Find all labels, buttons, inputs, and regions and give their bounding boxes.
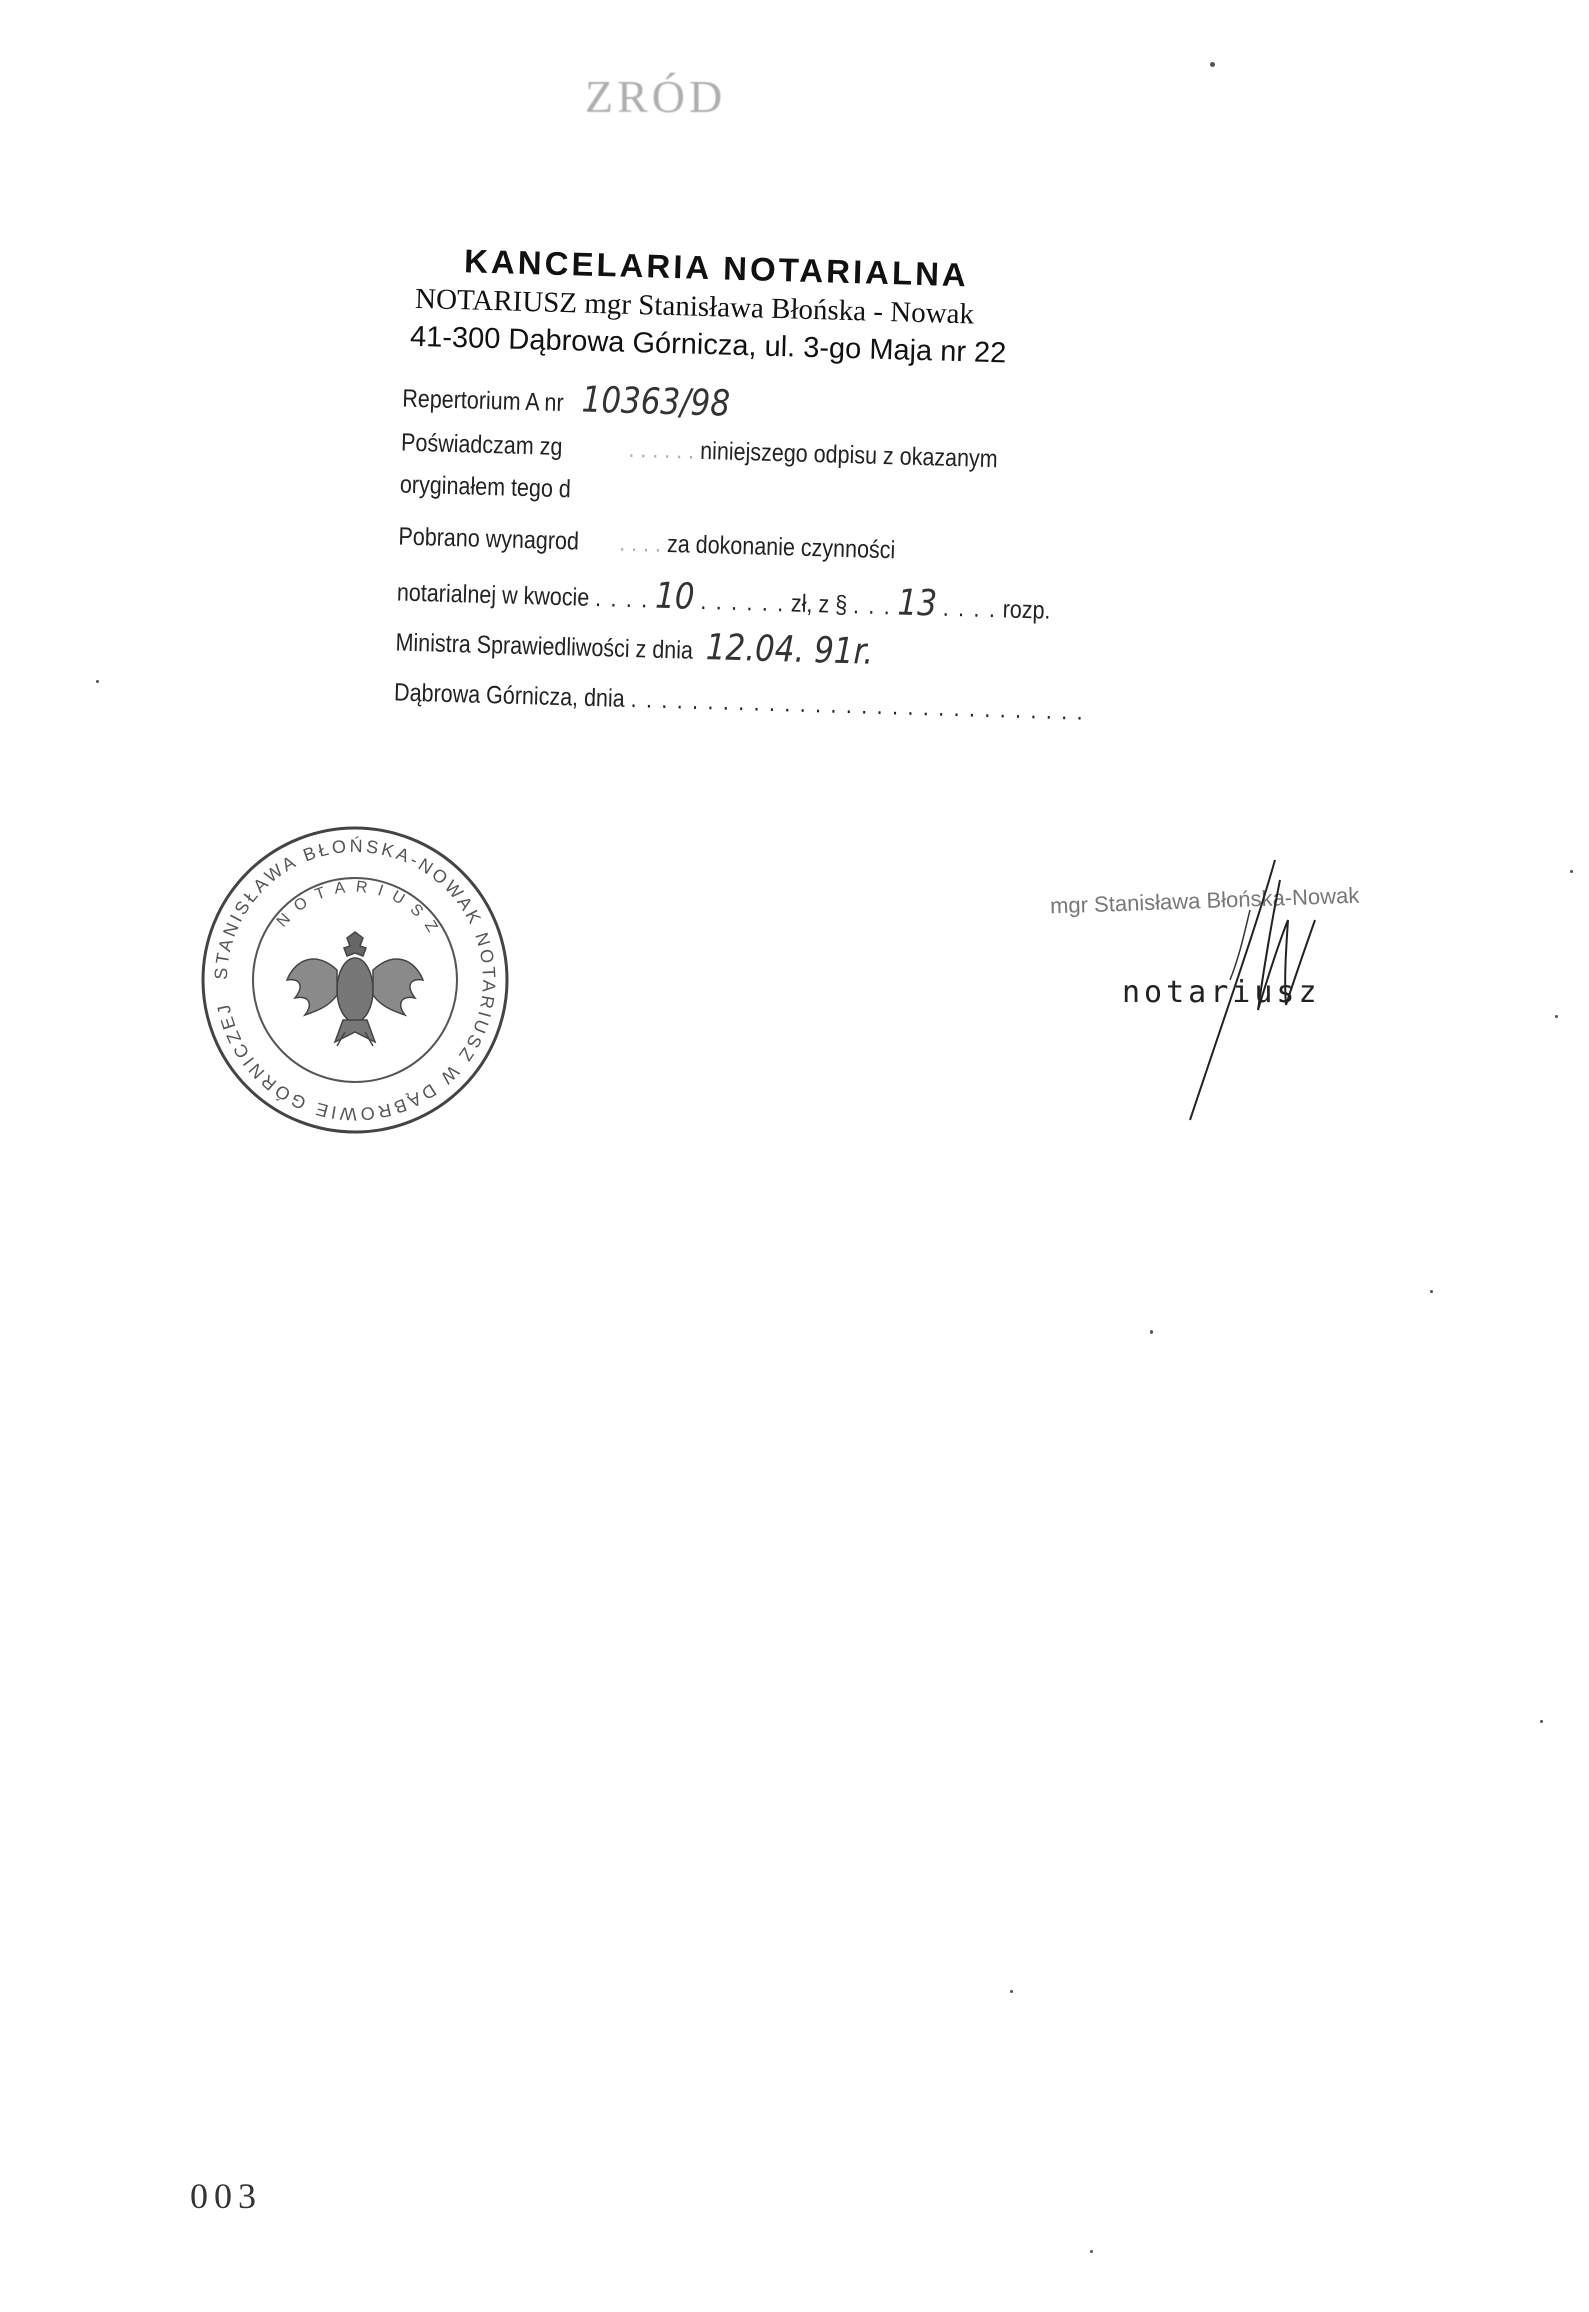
certify-text-b: niniejszego odpisu z okazanym <box>699 436 999 474</box>
repertorium-label: Repertorium A nr <box>401 384 565 418</box>
notary-seal <box>195 820 515 1140</box>
scan-speck <box>1540 1720 1543 1723</box>
stamp-address: 41-300 Dąbrowa Górnicza, ul. 3-go Maja nr 22 <box>409 320 1007 370</box>
stamp-title: KANCELARIA NOTARIALNA <box>463 242 970 294</box>
amount-label: notarialnej w kwocie <box>396 578 590 612</box>
scan-speck <box>1570 870 1573 873</box>
seal-ring-text: STANISŁAWA BŁOŃSKA-NOWAK NOTARIUSZ W DĄBROWIE GÓRNICZEJ <box>210 835 500 1125</box>
seal-inner-text: NOTARIUSZ <box>273 878 446 944</box>
signature-name-stamp: mgr Stanisława Błońska-Nowak <box>1049 882 1360 919</box>
amount-dots-2: . . . . . . <box>700 586 786 618</box>
certification-line-2 <box>400 471 572 505</box>
repertorium-number: 10363/98 <box>581 379 731 425</box>
fee-text-b: za dokonanie czynności <box>666 530 896 565</box>
paragraph-number: 13 <box>897 582 938 625</box>
notary-office-stamp <box>370 232 1115 792</box>
amount-dots: . . . . <box>594 584 650 614</box>
stamp-notary-name: NOTARIUSZ mgr Stanisława Błońska - Nowak <box>414 282 975 331</box>
scan-speck <box>96 680 99 683</box>
regulation-date: 12.04. 91r. <box>705 627 874 673</box>
date-dots: . . . . . . . . . . . . . . . . . . . . . . . . . . . . . . <box>630 685 1085 726</box>
paragraph-label: zł, z § <box>790 589 848 620</box>
original-text: oryginałem tego d <box>399 470 572 504</box>
signature-title-stamp: notariusz <box>1122 975 1321 1010</box>
ministry-text: Ministra Sprawiedliwości z dnia <box>395 628 694 665</box>
paragraph-dots: . . . <box>852 591 892 621</box>
certification-line-4 <box>396 568 1051 627</box>
faded-top-mark: ZRÓD <box>585 71 727 122</box>
certify-text-a: Poświadczam zg <box>400 428 563 462</box>
notary-signature-area <box>1040 850 1420 1150</box>
certification-line-1 <box>401 429 998 475</box>
scan-speck <box>1555 1015 1558 1018</box>
scan-speck <box>1150 1330 1153 1334</box>
repertorium-line <box>402 375 731 425</box>
paragraph-dots-2: . . . . <box>942 593 998 624</box>
fee-text-a: Pobrano wynagrod <box>398 522 580 556</box>
fee-text-faded: . . . . <box>618 528 662 558</box>
handwritten-signature <box>1040 850 1420 1150</box>
scan-speck <box>1090 2250 1093 2253</box>
page-number: 003 <box>190 2176 262 2216</box>
place-date-line <box>394 678 1085 726</box>
regulation-label: rozp. <box>1002 595 1051 625</box>
fee-amount: 10 <box>654 575 696 618</box>
certification-line-5 <box>395 618 874 672</box>
eagle-emblem-icon <box>287 932 423 1046</box>
certify-text-b-faded: . . . . . . <box>628 434 695 465</box>
place-date-label: Dąbrowa Górnicza, dnia <box>393 678 626 713</box>
scan-speck <box>1430 1290 1433 1293</box>
scan-speck <box>1210 62 1215 67</box>
scan-speck <box>1010 1990 1013 1993</box>
certification-line-3 <box>398 523 896 566</box>
